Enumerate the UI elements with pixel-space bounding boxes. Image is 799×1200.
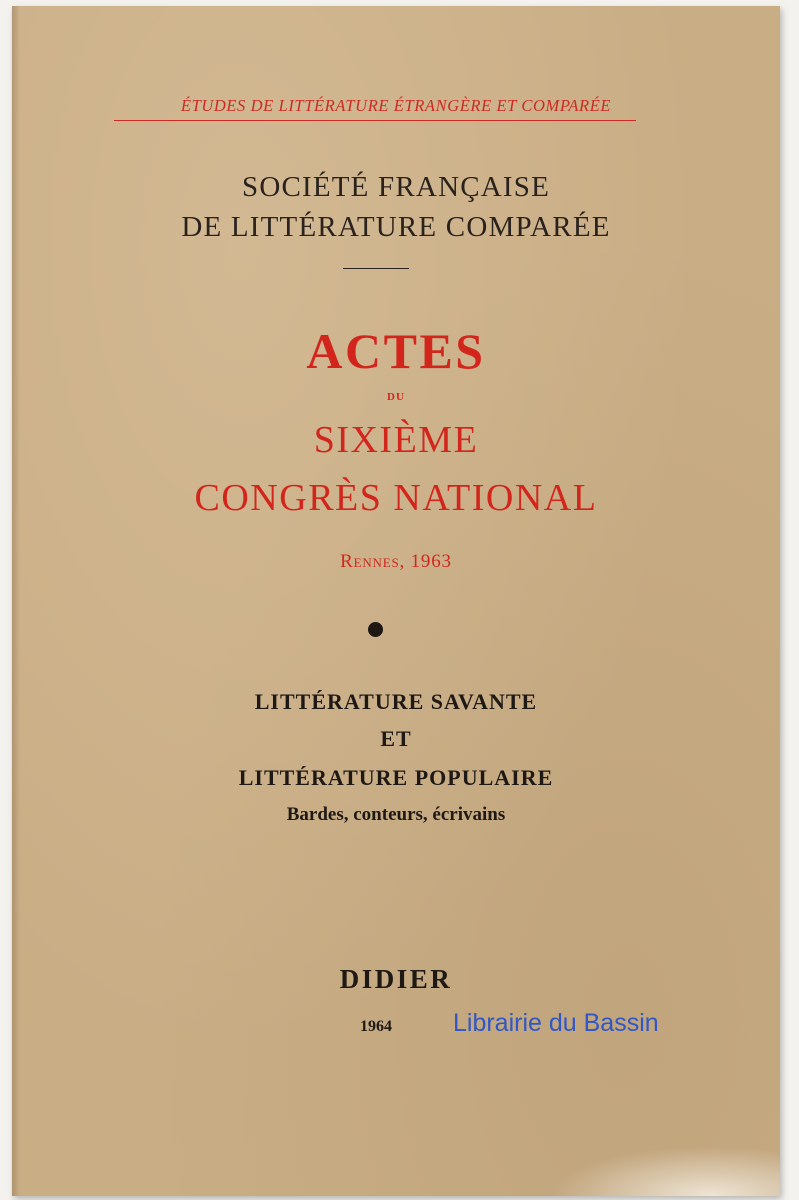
series-title: ÉTUDES DE LITTÉRATURE ÉTRANGÈRE ET COMPARÉE bbox=[180, 96, 612, 115]
society-line-2: DE LITTÉRATURE COMPARÉE bbox=[181, 211, 611, 243]
subject-line-3: LITTÉRATURE POPULAIRE bbox=[238, 765, 554, 790]
location-date: Rennes, 1963 bbox=[340, 551, 452, 572]
title-actes: ACTES bbox=[306, 323, 486, 379]
subject-line-1: LITTÉRATURE SAVANTE bbox=[254, 689, 538, 714]
divider-rule bbox=[343, 268, 409, 269]
subtitle: Bardes, conteurs, écrivains bbox=[286, 804, 506, 825]
society-line-1: SOCIÉTÉ FRANÇAISE bbox=[241, 171, 550, 203]
title-sixieme: SIXIÈME bbox=[313, 419, 479, 461]
series-rule bbox=[114, 120, 636, 121]
book-cover bbox=[12, 6, 780, 1196]
title-du: DU bbox=[387, 391, 405, 403]
subject-line-2: ET bbox=[380, 726, 412, 751]
worn-corner bbox=[550, 1146, 780, 1196]
title-congres-national: CONGRÈS NATIONAL bbox=[194, 477, 598, 519]
publisher-name: DIDIER bbox=[339, 964, 453, 994]
bullet-ornament-icon bbox=[368, 622, 383, 637]
publication-year: 1964 bbox=[360, 1018, 392, 1035]
bookshop-watermark: Librairie du Bassin bbox=[453, 1009, 659, 1037]
